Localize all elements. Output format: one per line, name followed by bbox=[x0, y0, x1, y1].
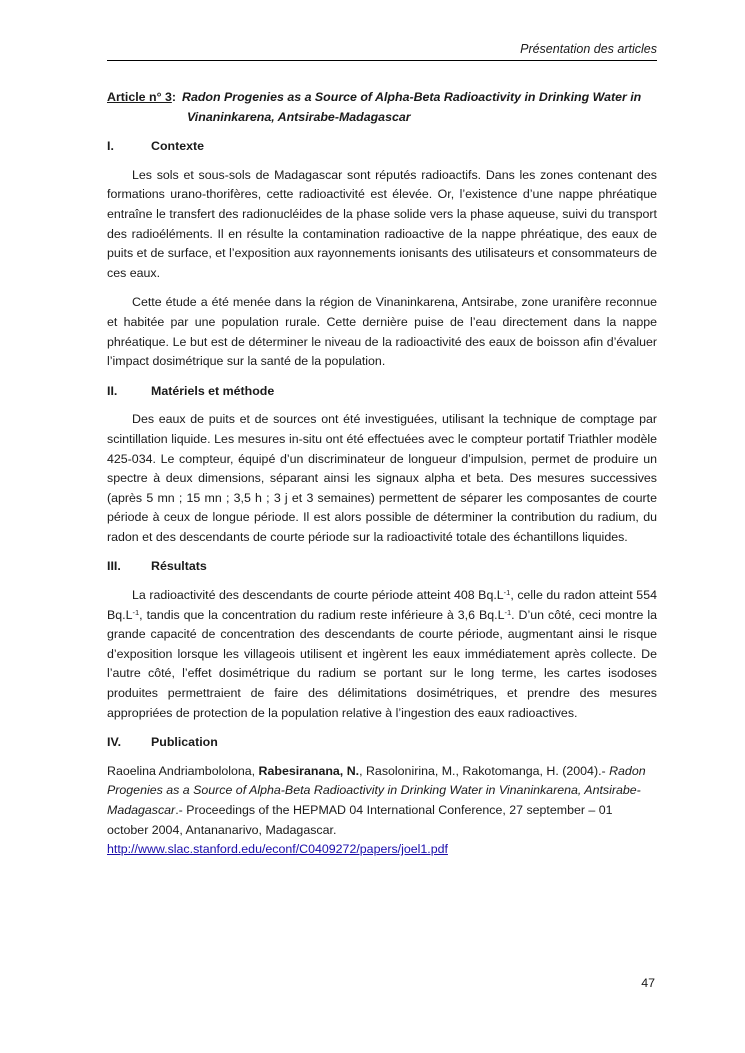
reference bbox=[107, 762, 657, 860]
section-number: III. bbox=[107, 559, 121, 574]
ref-title: Radon Progenies as a Source of Alpha-Beta Radioactivity in Drinking Water in Vinaninkarena, Antsirabe-Madagascar bbox=[107, 763, 646, 817]
page-number: 47 bbox=[641, 976, 655, 990]
section-heading-contexte bbox=[107, 137, 657, 157]
section-title: Matériels et méthode bbox=[151, 383, 275, 398]
section-title: Contexte bbox=[151, 139, 205, 154]
ref-details: .- Proceedings of the HEPMAD 04 International Conference, 27 september – 01 october 2004, Antananarivo, Madagascar. bbox=[107, 803, 613, 837]
article-title-line2: Vinaninkarena, Antsirabe-Madagascar bbox=[187, 109, 411, 124]
article-content bbox=[107, 88, 657, 860]
article-title-line1: Radon Progenies as a Source of Alpha-Beta Radioactivity in Drinking Water in bbox=[182, 90, 642, 104]
superscript: -1 bbox=[503, 588, 511, 598]
section-number: IV. bbox=[107, 735, 122, 750]
article-title bbox=[107, 88, 657, 108]
text-run: , tandis que la concentration du radium reste inférieure à 3,6 Bq.L bbox=[139, 607, 505, 622]
paragraph-results bbox=[107, 586, 657, 723]
superscript: -1 bbox=[132, 607, 140, 617]
section-number: I. bbox=[107, 139, 114, 154]
section-title: Résultats bbox=[151, 559, 207, 574]
section-title: Publication bbox=[151, 735, 218, 750]
article-colon: : bbox=[171, 90, 177, 104]
text-run: , celle du radon atteint 554 Bq.L bbox=[107, 588, 657, 622]
section-heading-publication bbox=[107, 733, 657, 753]
paragraph: Des eaux de puits et de sources ont été investiguées, utilisant la technique de comptage par scintillation liquide. Les mesures in-situ ont été effectuées avec le compteur portatif Triathler modèle 425-034. Le compteur, équipé d’un discriminateur de longueur d’impulsion, permet de produire un spectre à deux dimensions, séparant ainsi les signaux alpha et beta. Des mesures successives (après 5 mn ; 15 mn ; 3,5 h ; 3 j et 3 semaines) permettent de séparer les composantes de courte période à ceux de longue période. Il est alors possible de déterminer la contribution du radium, du radon et des descendants de courte période sur la radioactivité totale des échantillons liquides. bbox=[107, 412, 657, 544]
paragraph: Les sols et sous-sols de Madagascar sont réputés radioactifs. Dans les zones contenant des formations urano-thorifères, cette radioactivité est élevée. Or, l’existence d’une nappe phréatique entraîne le transfert des radionucléides de la phase solide vers la phase aqueuse, suivi du transport des radioéléments. Il en résulte la contamination radioactive de la nappe phréatique, des eaux de puits et de surface, et l’exposition aux rayonnements ionisants des utilisateurs et consommateurs de ces eaux. bbox=[107, 167, 657, 280]
text-run: La radioactivité des descendants de courte période atteint 408 Bq.L bbox=[132, 588, 504, 603]
superscript: -1 bbox=[504, 607, 512, 617]
running-header: Présentation des articles bbox=[107, 42, 657, 61]
ref-authors-rest: , Rasolonirina, M., Rakotomanga, H. (2004).- bbox=[359, 763, 610, 778]
article-label: Article n° 3 bbox=[107, 90, 172, 104]
ref-author: Raoelina Andriambololona, bbox=[107, 763, 259, 778]
ref-link[interactable]: http://www.slac.stanford.edu/econf/C0409272/papers/joel1.pdf bbox=[107, 842, 448, 857]
text-run: . D’un côté, ceci montre la grande capacité de concentration des descendants de courte période, augmentant ainsi le risque d’exposition lorsque les villageois utilisent et ingèrent les eaux immédiatement après collecte. De l’autre côté, l’effet dosimétrique du radium se portant sur le long terme, les cartes isodoses produites permettraient de faire des délimitations dosimétriques, et prendre des mesures appropriées de protection de la population relative à l’ingestion des eaux radioactives. bbox=[107, 607, 657, 720]
section-heading-methode bbox=[107, 382, 657, 402]
ref-author-bold: Rabesiranana, N. bbox=[258, 763, 360, 778]
paragraph: Cette étude a été menée dans la région de Vinaninkarena, Antsirabe, zone uranifère reconnue et habitée par une population rurale. Cette dernière puise de l’eau directement dans la nappe phréatique. Le but est de déterminer le niveau de la radioactivité des eaux de boisson afin d’évaluer l’impact dosimétrique sur la santé de la population. bbox=[107, 295, 657, 369]
section-heading-resultats bbox=[107, 557, 657, 577]
section-number: II. bbox=[107, 383, 118, 398]
